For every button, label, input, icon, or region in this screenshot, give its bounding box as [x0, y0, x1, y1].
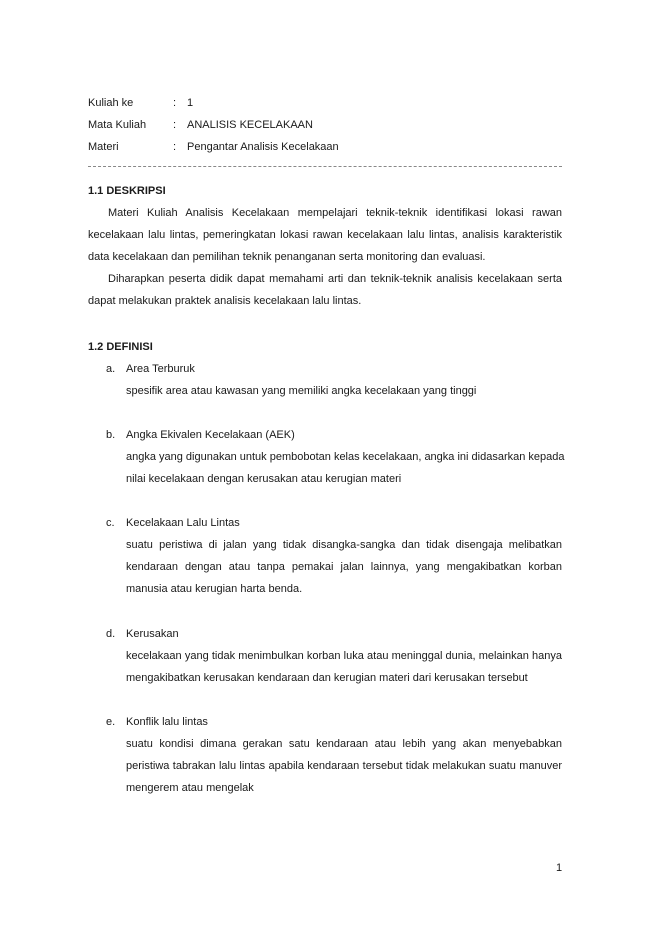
- section-definisi-title: [88, 336, 562, 358]
- definition-item: [106, 512, 562, 600]
- course-info: [88, 92, 562, 158]
- item-line: angka yang digunakan untuk pembobotan kelas kecelakaan, angka ini didasarkan kepada: [126, 451, 565, 463]
- info-sep: :: [173, 141, 177, 153]
- item-line: nilai kecelakaan dengan kerusakan atau kerugian materi: [126, 473, 402, 485]
- info-label: Mata Kuliah: [88, 119, 147, 131]
- item-term: Kecelakaan Lalu Lintas: [126, 517, 240, 529]
- item-letter: a.: [106, 363, 116, 375]
- paragraph-line: dapat melakukan praktek analisis kecelakaan lalu lintas.: [88, 295, 362, 307]
- definition-item: [106, 424, 565, 490]
- item-letter: e.: [106, 716, 116, 728]
- info-sep: :: [173, 97, 177, 109]
- info-row: [88, 92, 562, 114]
- info-sep: :: [173, 119, 177, 131]
- item-line: kendaraan dengan atau tanpa pemakai jalan lainnya, yang mengakibatkan korban: [126, 561, 562, 573]
- item-term: Angka Ekivalen Kecelakaan (AEK): [126, 429, 295, 441]
- info-value: 1: [187, 97, 194, 109]
- paragraph-line: kecelakaan lalu lintas, pemeringkatan lokasi rawan kecelakaan lalu lintas, analisis karakteristik: [88, 229, 562, 241]
- item-line: suatu peristiwa di jalan yang tidak disangka-sangka dan tidak disengaja melibatkan: [126, 539, 562, 551]
- info-label: Kuliah ke: [88, 97, 134, 109]
- page-number: 1: [556, 862, 563, 874]
- item-line: mengakibatkan kerusakan kendaraan dan kerugian materi dari kerusakan tersebut: [126, 672, 528, 684]
- section-title: 1.2 DEFINISI: [88, 341, 153, 353]
- item-line: mengerem atau mengelak: [126, 782, 254, 794]
- info-label: Materi: [88, 141, 119, 153]
- item-line: kecelakaan yang tidak menimbulkan korban luka atau meninggal dunia, melainkan hanya: [126, 650, 562, 662]
- info-value: ANALISIS KECELAKAAN: [187, 119, 313, 131]
- paragraph-line: data kecelakaan dan pemilihan teknik penanganan serta monitoring dan evaluasi.: [88, 251, 486, 263]
- item-term: Kerusakan: [126, 628, 179, 640]
- section-deskripsi: [88, 180, 562, 312]
- item-letter: d.: [106, 628, 116, 640]
- dashed-divider: [88, 166, 562, 167]
- paragraph-line: Materi Kuliah Analisis Kecelakaan mempelajari teknik-teknik identifikasi lokasi rawan: [108, 207, 562, 219]
- info-value: Pengantar Analisis Kecelakaan: [187, 141, 339, 153]
- definition-item: [106, 623, 562, 689]
- section-title: 1.1 DESKRIPSI: [88, 185, 166, 197]
- item-line: spesifik area atau kawasan yang memiliki angka kecelakaan yang tinggi: [126, 385, 477, 397]
- item-letter: c.: [106, 517, 115, 529]
- item-term: Area Terburuk: [126, 363, 195, 375]
- item-term: Konflik lalu lintas: [126, 716, 208, 728]
- info-row: [88, 114, 562, 136]
- item-line: manusia atau kerugian harta benda.: [126, 583, 303, 595]
- item-line: suatu kondisi dimana gerakan satu kendaraan atau lebih yang akan menyebabkan: [126, 738, 562, 750]
- definition-item: [106, 358, 562, 402]
- item-line: peristiwa tabrakan lalu lintas apabila kendaraan tersebut tidak melakukan suatu manuver: [126, 760, 562, 772]
- item-letter: b.: [106, 429, 116, 441]
- paragraph-line: Diharapkan peserta didik dapat memahami arti dan teknik-teknik analisis kecelakaan serta: [108, 273, 562, 285]
- definition-item: [106, 711, 562, 799]
- info-row: [88, 136, 562, 158]
